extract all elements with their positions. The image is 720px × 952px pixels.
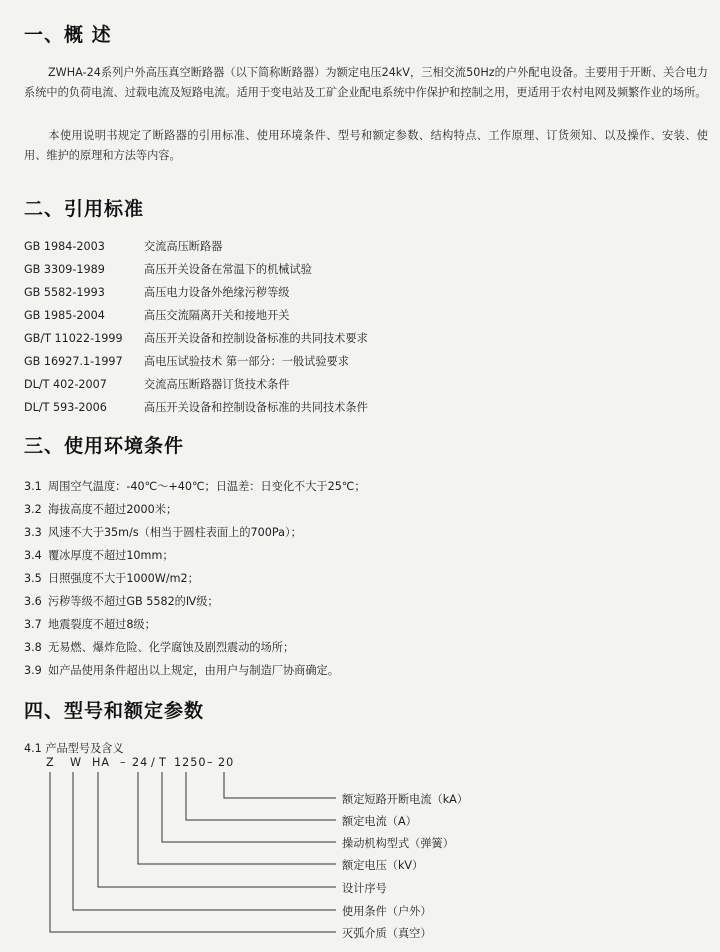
model-letter-ha: HA (92, 756, 111, 769)
model-current: 1250 (174, 756, 207, 769)
standard-code: DL/T 402-2007 (24, 378, 107, 391)
condition-number: 3.6 (24, 595, 42, 608)
section-title-model: 四、型号和额定参数 (24, 700, 205, 722)
label-medium: 灭弧介质（真空） (342, 927, 432, 940)
model-dash-2: – (207, 756, 214, 769)
standard-name: 高压交流隔离开关和接地开关 (144, 309, 290, 322)
condition-number: 3.8 (24, 641, 42, 654)
model-letter-z: Z (46, 756, 55, 769)
standard-name: 高压开关设备和控制设备标准的共同技术要求 (144, 332, 368, 345)
condition-text: 海拔高度不超过2000米； (48, 503, 178, 516)
standard-code: GB 1985-2004 (24, 309, 105, 322)
standard-code: GB 16927.1-1997 (24, 355, 123, 368)
section-title-environment: 三、使用环境条件 (24, 435, 185, 457)
model-letter-w: W (70, 756, 83, 769)
standard-name: 交流高压断路器订货技术条件 (144, 378, 290, 391)
label-usage: 使用条件（户外） (342, 905, 432, 918)
standard-name: 交流高压断路器 (144, 240, 223, 253)
standard-name: 高电压试验技术 第一部分：一般试验要求 (144, 355, 349, 368)
condition-number: 3.7 (24, 618, 42, 631)
condition-text: 如产品使用条件超出以上规定，由用户与制造厂协商确定。 (48, 664, 339, 677)
model-subheading: 4.1 产品型号及含义 (24, 742, 124, 755)
condition-text: 风速不大于35m/s（相当于圆柱表面上的700Pa）； (48, 526, 302, 539)
section-title-overview: 一、概 述 (24, 24, 112, 46)
standard-name: 高压开关设备和控制设备标准的共同技术条件 (144, 401, 368, 414)
condition-text: 覆冰厚度不超过10mm； (48, 549, 174, 562)
condition-number: 3.2 (24, 503, 42, 516)
model-slash: / (151, 756, 156, 769)
label-rated-voltage: 额定电压（kV） (342, 859, 424, 872)
condition-text: 周围空气温度：-40℃～+40℃；日温差：日变化不大于25℃； (48, 480, 366, 493)
section-title-standards: 二、引用标准 (24, 198, 145, 220)
model-breaking-current: 20 (218, 756, 235, 769)
condition-text: 无易燃、爆炸危险、化学腐蚀及剧烈震动的场所； (48, 641, 295, 654)
condition-text: 污秽等级不超过GB 5582的Ⅳ级； (48, 595, 219, 608)
standard-name: 高压开关设备在常温下的机械试验 (144, 263, 312, 276)
condition-number: 3.1 (24, 480, 42, 493)
condition-text: 地震裂度不超过8级； (48, 618, 156, 631)
standard-code: GB 1984-2003 (24, 240, 105, 253)
overview-paragraph-1-text: ZWHA-24系列户外高压真空断路器（以下简称断路器）为额定电压24kV，三相交流50Hz的户外配电设备。主要用于开断、关合电力系统中的负荷电流、过载电流及短路电流。适用于变电站及工矿企业配电系统中作保护和控制之用，更适用于农村电网及频繁作业的场所。 (24, 66, 708, 99)
label-breaking-current: 额定短路开断电流（kA） (342, 793, 469, 806)
standard-code: GB 5582-1993 (24, 286, 105, 299)
line-condition (73, 772, 336, 910)
standard-code: DL/T 593-2006 (24, 401, 107, 414)
line-design (98, 772, 336, 887)
label-mechanism: 操动机构型式（弹簧） (342, 837, 454, 850)
condition-number: 3.9 (24, 664, 42, 677)
condition-number: 3.4 (24, 549, 42, 562)
line-voltage (138, 772, 336, 864)
standard-name: 高压电力设备外绝缘污秽等级 (144, 286, 290, 299)
condition-text: 日照强度不大于1000W/m2； (48, 572, 199, 585)
model-letter-t: T (159, 756, 167, 769)
model-voltage: 24 (132, 756, 149, 769)
model-dash-1: – (120, 756, 127, 769)
label-rated-current: 额定电流（A） (342, 815, 417, 828)
line-breaking (224, 772, 336, 798)
standard-code: GB/T 11022-1999 (24, 332, 123, 345)
condition-number: 3.3 (24, 526, 42, 539)
line-current (186, 772, 336, 820)
standard-code: GB 3309-1989 (24, 263, 105, 276)
label-design-number: 设计序号 (342, 882, 387, 895)
overview-paragraph-2-text: 本使用说明书规定了断路器的引用标准、使用环境条件、型号和额定参数、结构特点、工作原理、订货须知、以及操作、安装、使用、维护的原理和方法等内容。 (24, 129, 708, 162)
line-medium (50, 772, 336, 932)
line-mechanism (162, 772, 336, 842)
condition-number: 3.5 (24, 572, 42, 585)
